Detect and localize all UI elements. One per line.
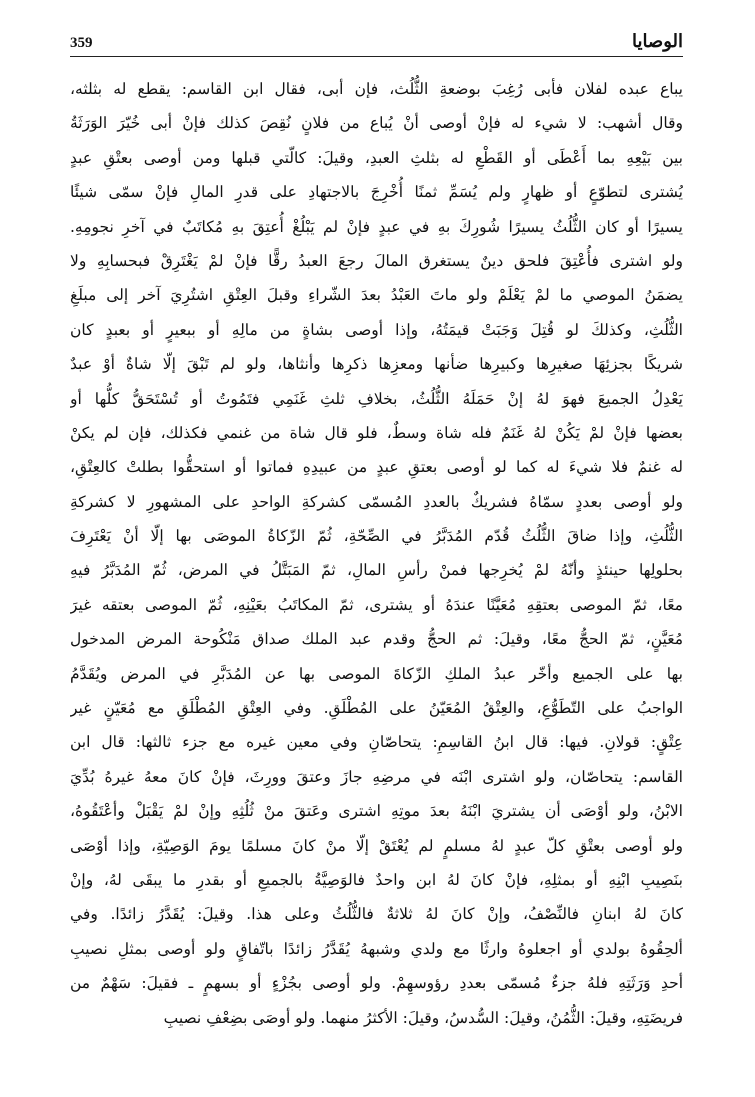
text-line: يَعْدِلُ الجميعَ فهوَ لهُ إنْ حَمَلَهُ الثُّلُثُ، بخلافِ ثلثِ غَنَمِي فتَمُوتُ أو تُسْتَحَقُّ كلُّها أو bbox=[70, 389, 683, 408]
text-line: يسيرًا أو كان الثُّلُثُ يسيرًا شُورِكَ بهِ في عبدٍ فإنْ لم يَبْلُغْ أُعتِقَ بهِ مُكاتَبٌ في آخرِ نجومِهِ. bbox=[70, 217, 683, 236]
text-line: كانَ لهُ ابنانِ فالنِّصْفُ، وإنْ كانَ لهُ ثلاثةٌ فالثُّلُثُ وعلى هذا. وقيلَ: يُقَدَّرُ زائدًا. وفي bbox=[70, 905, 683, 924]
text-line: بها على الجميع وأخّر عبدُ الملكِ الزّكاةَ الموصى بها عن المُدَبَّرِ في المرض ويُقَدَّمُ bbox=[70, 664, 683, 683]
running-title: الوصايا bbox=[631, 31, 683, 52]
text-line: له غنمٌ فلا شيءَ له كما لو أوصى بعتقِ عبدٍ من عبيدِهِ فماتوا أو استحقُّوا بطلتْ كالعِتْقِ، bbox=[70, 458, 683, 477]
text-line: بنَصِيبِ ابْنِهِ أو بمثلِهِ، فإنْ كانَ لهُ ابن واحدٌ فالوَصِيَّةُ بالجميعِ أو بقدرِ ما يبقَى لهُ، وإنْ bbox=[70, 870, 683, 889]
text-line: بين بَيْعِهِ بما أَعْطَى أو القَطْعِ له بثلثِ العبدِ، وقيلَ: كالّتي قبلها ومن أوصى بعتْقِ عبدٍ bbox=[70, 148, 683, 167]
body-text bbox=[70, 72, 683, 1035]
text-line: ولو أوصى بعددٍ سمّاهُ فشريكٌ بالعددِ المُسمّى كشركةِ الواحدِ على المشهورِ لا كشركةِ bbox=[70, 492, 683, 511]
page-number: 359 bbox=[70, 35, 93, 51]
text-line: يُشترى لتطوّعٍ أو ظهارٍ ولم يُسَمِّ ثمنًا أُخْرِجَ بالاجتهادِ على قدرِ المالِ فإنْ سمّى شيئًا bbox=[70, 183, 683, 202]
text-line: وقال أشهب: لا شيء له فإنْ أوصى أنْ يُباع من فلانٍ نُقِصَ كذلك فإنْ أبى خُيّرَ الوَرَثَةُ bbox=[70, 114, 683, 133]
text-line: ولو اشترى فأُعْتِقَ فلحق دينٌ يستغرق المالَ رجعَ العبدُ رقًّا فإنْ لمْ يَغْتَرِقْ فبحسابِهِ ولا bbox=[70, 251, 683, 270]
text-line: عِتْقٍ: قولانِ. فيها: قال ابنُ القاسِمِ: يتحاصّانِ وفي معين غيره مع جزء ثالثها: قال ابن bbox=[70, 733, 683, 752]
text-line: ألحِقُوهُ بولدي أو اجعلوهُ وارثًا مع ولدي وشبههُ يُقَدَّرُ زائدًا باتّفاقٍ ولو أوصى بمثلِ نصيبِ bbox=[70, 939, 683, 958]
text-line: يضمَنُ الموصي ما لمْ يَعْلَمْ ولو ماتَ العَبْدُ بعدَ الشّراءِ وقبلَ العِتْقِ اشتُرِيَ آخر إلى مبلَغِ bbox=[70, 286, 683, 305]
text-line: أحدِ وَرَثَتِهِ فلهُ جزءٌ مُسمّى بعددِ رؤوسهِمْ. ولو أوصى بجُزْءٍ أو بسهمٍ ـ فقيلَ: سَهْمٌ من bbox=[70, 974, 683, 993]
text-line: مُعَيَّنٍ، ثمّ الحجُّ معًا، وقيلَ: ثم الحجُّ وقدم عبد الملك صداق مَنْكُوحة المرض المدخول bbox=[70, 630, 683, 649]
text-line: بحلولِها حينئذٍ وأنّهُ لمْ يُخرِجها فمنْ رأسِ المالِ، ثمّ المَبَتَّلُ في المرض، ثُمّ المُدَبَّرُ فيهِ bbox=[70, 561, 683, 580]
text-line: بعضها فإنْ لمْ يَكُنْ لهُ غَنَمٌ فله شاة وسطٌ، فلو قال شاة من غنمي فكذلك، فإن لم يكنْ bbox=[70, 423, 683, 442]
page-header bbox=[70, 28, 683, 57]
text-line: الثُّلُثِ، وإذا ضاقَ الثُّلُثُ قُدّم المُدَبَّرُ في الصِّحّةِ، ثُمّ الزّكاةُ الموصَى بها إلّا أنْ يَعْتَرِفَ bbox=[70, 527, 683, 546]
text-line: معًا، ثمّ الموصى بعتقِهِ مُعَيَّنًا عندَهُ أو يشترى، ثمّ المكاتَبُ بعَيْنِهِ، ثُمّ الموصى بعتقه غيرَ bbox=[70, 595, 683, 614]
text-line: الواجبُ على التّطَوُّعِ، والعِتْقُ المُعَيّنُ على المُطْلَقِ. وفي العِتْقِ المُطْلَقِ مع مُعَيّنٍ غير bbox=[70, 699, 683, 718]
text-line: ولو أوصى بعتْقِ كلّ عبدٍ لهُ مسلمٍ لم يُعْتَقْ إلّا منْ كانَ مسلمًا يومَ الوَصِيّةِ، وإذا أوْصَى bbox=[70, 836, 683, 855]
text-line: شريكًا بجزئِهَا صغيرِها وكبيرِها ضأنها ومعزِها ذكرِها وأنثاها، ولو لم تَبْقَ إلّا شاةٌ أوْ عبدٌ bbox=[70, 355, 683, 374]
text-line: يباع عبده لفلان فأبى رُغِبَ بوضعةِ الثُّلُث، فإن أبى، فقال ابن القاسم: يقطع له بثلثه، bbox=[70, 80, 683, 98]
text-line: فريضَتِهِ، وقيلَ: الثُّمُنُ، وقيلَ: السُّدسُ، وقيلَ: الأكثرُ منهما. ولو أوصَى بضِعْفِ نصيبِ bbox=[163, 1008, 683, 1027]
text-line: الابْنُ، ولو أوْصَى أن يشتريَ ابْنَهُ بعدَ موتِهِ اشترى وعَتقَ منْ ثُلُثِهِ وإنْ لمْ يَقْبَلْ وأعْتَقُوهُ، bbox=[70, 802, 683, 821]
text-line: القاسم: يتحاصّان، ولو اشترى ابْنَه في مرضِهِ جازَ وعتقَ وورِثَ، فإنْ كانَ معهُ غيرهُ بُدِّيَ bbox=[70, 767, 683, 786]
text-line: الثُّلُثِ، وكذلكَ لو قُتِلَ وَجَبَتْ قيمَتُهُ، وإذا أوصى بشاةٍ من مالِهِ أو ببعيرٍ أو بعبدٍ كان bbox=[70, 320, 683, 339]
